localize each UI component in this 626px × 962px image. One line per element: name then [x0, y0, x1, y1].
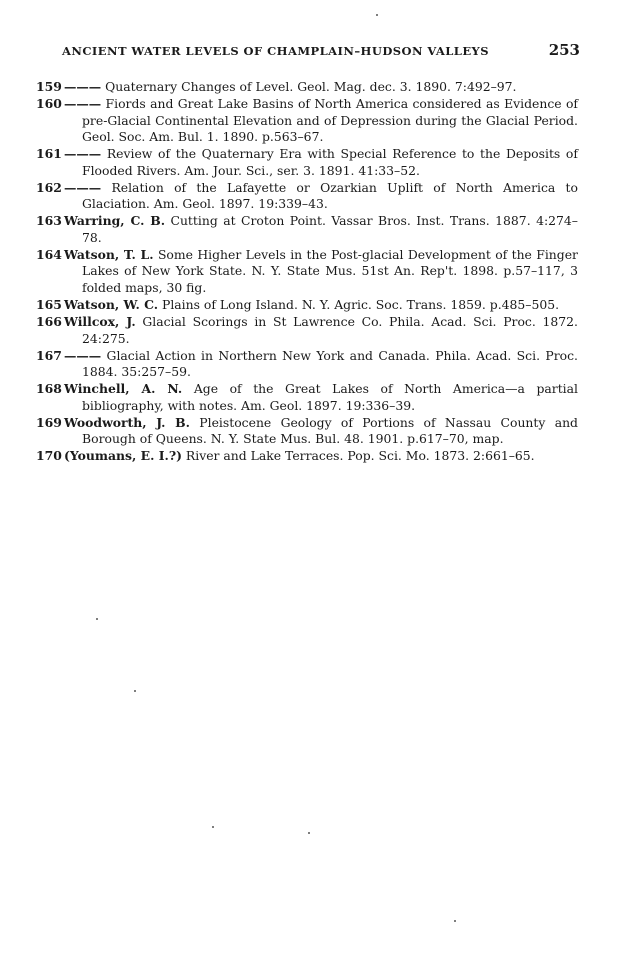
running-head	[62, 42, 580, 62]
entry-number: 160	[36, 95, 62, 111]
bibliography-entry	[36, 297, 578, 314]
bibliography-entry	[36, 213, 578, 246]
entry-number: 169	[36, 414, 62, 430]
entry-body	[64, 213, 578, 246]
entry-number: 161	[36, 146, 62, 162]
bibliography-entry	[36, 96, 578, 146]
entry-number: 166	[36, 314, 62, 330]
entry-citation: Plains of Long Island. N. Y. Agric. Soc. Trans. 1859. p.485–505.	[162, 297, 560, 313]
entry-author: ———	[64, 347, 102, 363]
scan-speck	[308, 832, 310, 834]
entry-number: 164	[36, 246, 62, 262]
bibliography-list	[36, 79, 578, 465]
entry-body	[64, 79, 578, 96]
entry-citation: Glacial Scorings in St Lawrence Co. Phila. Acad. Sci. Proc. 1872. 24:275.	[82, 314, 578, 346]
scan-speck	[212, 826, 214, 828]
entry-author: (Youmans, E. I.?)	[64, 448, 182, 464]
bibliography-entry	[36, 448, 578, 465]
running-title: ANCIENT WATER LEVELS OF CHAMPLAIN–HUDSON VALLEYS	[62, 44, 489, 58]
entry-author: Willcox, J.	[64, 314, 136, 330]
entry-citation: Pleistocene Geology of Portions of Nassau County and Borough of Queens. N. Y. State Mus. Bul. 48. 1901. p.617–70, map.	[82, 414, 578, 447]
entry-number: 167	[36, 347, 62, 363]
bibliography-entry	[36, 180, 578, 213]
entry-body	[64, 247, 578, 297]
entry-number: 163	[36, 213, 62, 229]
entry-citation: Some Higher Levels in the Post-glacial Development of the Finger Lakes of New York State. N. Y. State Mus. 51st An. Rep't. 1898. p.57–117, 3 folded maps, 30 fig.	[82, 246, 578, 296]
entry-body	[64, 381, 578, 414]
entry-body	[64, 297, 578, 314]
entry-author: Winchell, A. N.	[64, 381, 183, 397]
bibliography-entry	[36, 348, 578, 381]
entry-citation: Quaternary Changes of Level. Geol. Mag. dec. 3. 1890. 7:492–97.	[105, 79, 517, 94]
entry-citation: River and Lake Terraces. Pop. Sci. Mo. 1873. 2:661–65.	[185, 448, 535, 464]
entry-number: 162	[36, 179, 62, 195]
bibliography-entry	[36, 79, 578, 96]
entry-body	[64, 348, 578, 381]
entry-author: ———	[64, 146, 102, 162]
entry-author: ———	[64, 179, 102, 195]
bibliography-entry	[36, 247, 578, 297]
entry-author: Watson, W. C.	[64, 297, 159, 313]
bibliography-entry	[36, 381, 578, 414]
entry-number: 168	[36, 381, 62, 397]
entry-citation: Cutting at Croton Point. Vassar Bros. Inst. Trans. 1887. 4:274–78.	[82, 213, 578, 245]
entry-body	[64, 146, 578, 179]
entry-citation: Age of the Great Lakes of North America—a partial bibliography, with notes. Am. Geol. 1897. 19:336–39.	[82, 381, 578, 413]
entry-author: Watson, T. L.	[64, 246, 154, 262]
entry-author: ———	[64, 79, 102, 94]
entry-body	[64, 415, 578, 448]
entry-body	[64, 96, 578, 146]
page-number: 253	[548, 41, 580, 59]
entry-number: 170	[36, 448, 62, 464]
scan-speck	[96, 618, 98, 620]
entry-body	[64, 180, 578, 213]
entry-citation: Relation of the Lafayette or Ozarkian Uplift of North America to Glaciation. Am. Geol. 1897. 19:339–43.	[82, 179, 578, 212]
bibliography-entry	[36, 415, 578, 448]
entry-author: Warring, C. B.	[64, 213, 166, 229]
entry-author: ———	[64, 95, 102, 111]
entry-citation: Glacial Action in Northern New York and Canada. Phila. Acad. Sci. Proc. 1884. 35:257–59.	[82, 347, 578, 380]
bibliography-entry	[36, 146, 578, 179]
entry-citation: Review of the Quaternary Era with Special Reference to the Deposits of Flooded Rivers. Am. Jour. Sci., ser. 3. 1891. 41:33–52.	[82, 146, 578, 178]
entry-body	[64, 314, 578, 347]
entry-number: 159	[36, 79, 62, 94]
scan-speck	[454, 920, 456, 922]
entry-body	[64, 448, 578, 465]
bibliography-entry	[36, 314, 578, 347]
entry-citation: Fiords and Great Lake Basins of North America considered as Evidence of pre-Glacial Continental Elevation and of Depression during the Glacial Period. Geol. Soc. Am. Bul. 1. 1890. p.563–67.	[82, 95, 578, 145]
entry-author: Woodworth, J. B.	[64, 414, 190, 430]
scan-speck	[134, 690, 136, 692]
scan-speck	[376, 14, 378, 16]
entry-number: 165	[36, 297, 62, 313]
